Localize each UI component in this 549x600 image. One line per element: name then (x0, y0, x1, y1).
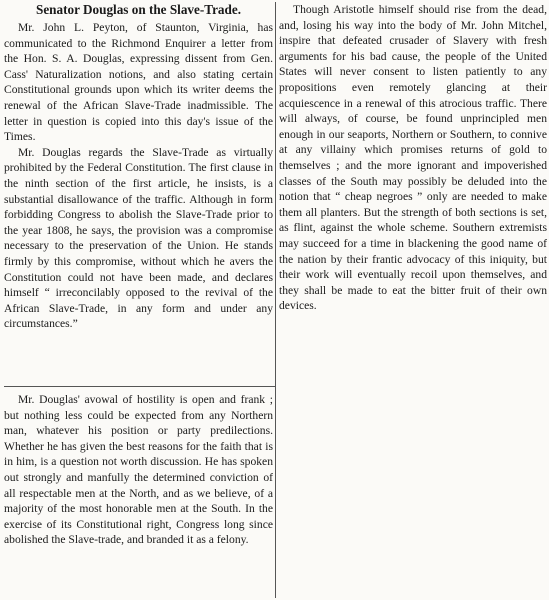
article-right-block (279, 2, 547, 314)
article-lead-block (4, 2, 273, 332)
paragraph-1: Mr. John L. Peyton, of Staunton, Virginia, has communicated to the Richmond Enquirer a letter from the Hon. S. A. Douglas, expressing dissent from Gen. Cass' Naturalization notions, and also stating certain Constitutional grounds upon which its writer deems the renewal of the African Slave-Trade inadmissible. The letter in question is copied into this day's issue of the Times. (4, 21, 273, 144)
article-headline: Senator Douglas on the Slave-Trade. (35, 2, 242, 17)
paragraph-4: Though Aristotle himself should rise from the dead, and, losing his way into the body of Mr. John Mitchel, inspire that defeated crusader of Slavery with fresh arguments for his bad cause, the people of the United States will never consent to listen patiently to any propositions even remotely glancing at their acquiescence in a renewal of this atrocious traffic. There will always, of course, be found unprincipled men enough in our seaports, Northern or Southern, to connive at any villainy which promises returns of gold to themselves ; and the more ignorant and impoverished classes of the South may possibly be deluded into the notion that “ cheap negroes ” only are needed to make them all planters. But the strength of both sections is set, as flint, against the whole scheme. Southern extremists may succeed for a time in blackening the good name of the nation by their frantic advocacy of this iniquity, but their work will eventually recoil upon themselves, and they shall be made to eat the bitter fruit of their own devices. (279, 3, 547, 313)
right-column (279, 0, 547, 600)
left-column (4, 0, 273, 600)
column-divider (275, 2, 276, 598)
paragraph-3: Mr. Douglas' avowal of hostility is open and frank ; but nothing less could be expected from any Northern man, whatever his position or party predilections. Whether he has given the best reasons for the faith that is in him, is a question not worth discussion. He has spoken out strongly and manfully the determined conviction of all respectable men at the North, and as we believe, of a majority of the most honorable men at the South. In the exercise of its Constitutional right, Congress long since abolished the Slave-trade, and branded it as a felony. (4, 393, 273, 547)
section-divider (4, 386, 275, 387)
paragraph-2: Mr. Douglas regards the Slave-Trade as virtually prohibited by the Federal Constitution. The first clause in the ninth section of the first article, he insists, is a substantial disallowance of the traffic. Although in form forbidding Congress to abolish the Slave-Trade prior to the year 1808, he says, the provision was a compromise necessary to the preservation of the Union. He stands firmly by this compromise, without which he avers the Constitution could not have been made, and declares himself “ irreconcilably opposed to the revival of the African Slave-Trade, in any form and under any circumstances.” (4, 145, 273, 331)
article-continuation-block (4, 392, 273, 548)
